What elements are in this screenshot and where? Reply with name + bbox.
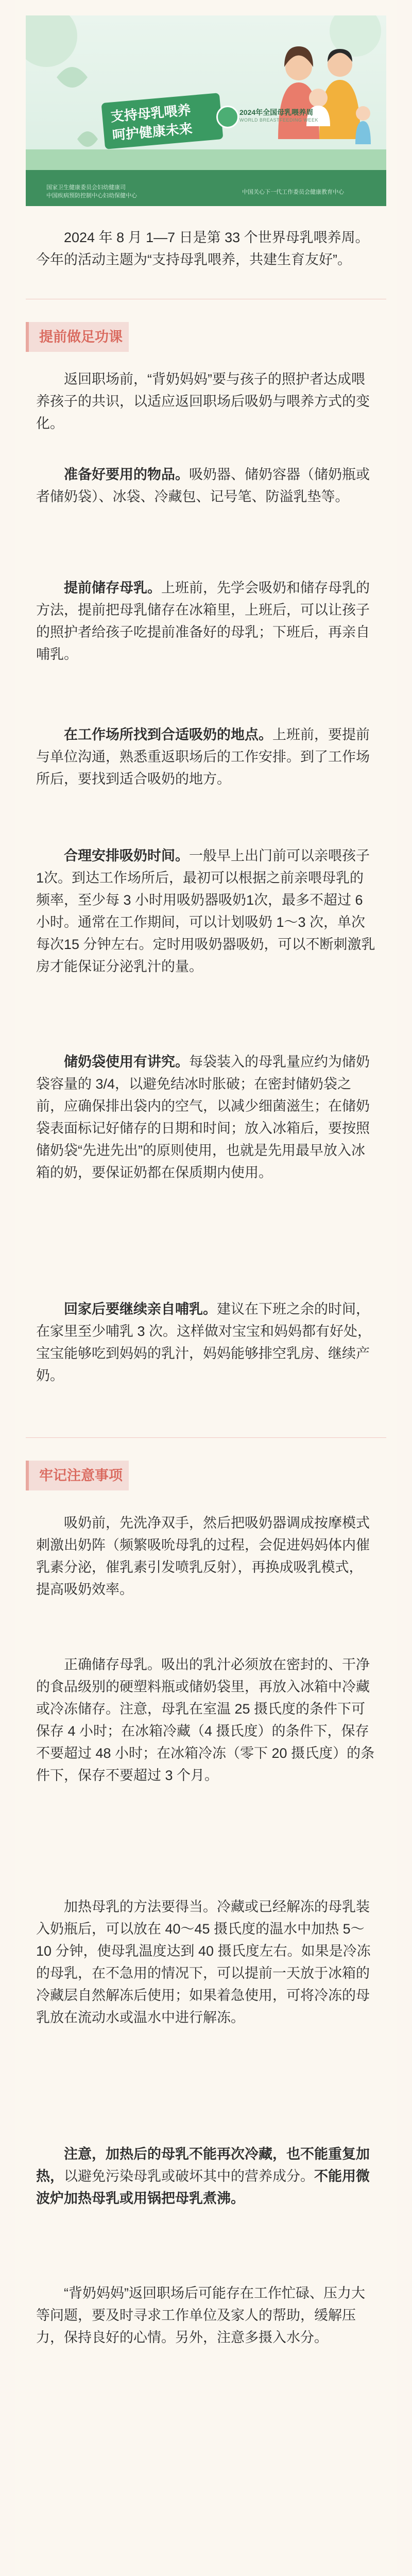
banner-title-line1: 支持母乳喂养 [110,102,192,125]
family-illustration [258,36,381,149]
intro-paragraph: 2024 年 8 月 1—7 日是第 33 个世界母乳喂养周。今年的活动主题为“支持母乳喂养，共建生育友好”。 [36,230,369,267]
section1-paragraph5 [36,845,376,978]
paragraph3-bold: 提前储存母乳。 [64,580,161,596]
banner-footer-right: 中国关心下一代工作委员会健康教育中心 [242,189,344,195]
event-subtitle: WORLD BREASTFEEDING WEEK [239,117,319,123]
event-name: 2024年全国母乳喂养周 [239,108,314,116]
section1-paragraph7 [36,1298,376,1387]
section2-paragraph2: 正确储存母乳。吸出的乳汁必须放在密封的、干净的食品级别的硬塑料瓶或储奶袋里，再放入冰箱中冷藏或冷冻储存。注意，母乳在室温 25 摄氏度的条件下可保存 4 小时；在冰箱冷藏（4 摄氏度）的条件下，保存不要超过 48 小时；在冰箱冷冻（零下 20 摄氏度）的条件下，保存不要超过 3 个月。 [36,1657,375,1783]
section2-paragraph5: “背奶妈妈”返回职场后可能存在工作忙碌、压力大等问题，要及时寻求工作单位及家人的帮助，缓解压力，保持良好的心情。另外，注意多摄入水分。 [36,2285,365,2345]
paragraph2-text: 吸奶器、储奶容器（储奶瓶或者储奶袋）、冰袋、冷藏包、记号笔、防溢乳垫等。 [36,467,370,504]
event-logo-icon [216,106,239,128]
section1-heading: 提前做足功课 [26,322,129,352]
paragraph4-bold: 在工作场所找到合适吸奶的地点。 [64,727,272,742]
paragraph6-bold: 储奶袋使用有讲究。 [64,1054,189,1070]
paragraph3-text: 上班前，先学会吸奶和储存母乳的方法，提前把母乳储存在冰箱里，上班后，可以让孩子的照护者给孩子吃提前准备好的母乳；下班后，再亲自哺乳。 [36,580,370,662]
section1-paragraph1: 返回职场前，“背奶妈妈”要与孩子的照护者达成喂养孩子的共识，以适应返回职场后吸奶与喂养方式的变化。 [36,371,370,431]
paragraph6-text: 每袋装入的母乳量应约为储奶袋容量的 3/4，以避免结冰时胀破；在密封储奶袋之前，应确保排出袋内的空气，以减少细菌滋生；在储奶袋表面标记好储存的日期和时间；放入冰箱后，要按照储奶袋“先进先出”的原则使用，也就是先用最早放入冰箱的奶，要保证奶都在保质期内使用。 [36,1054,370,1180]
paragraph5-text: 一般早上出门前可以亲喂孩子1次。到达工作场所后，最初可以根据之前亲喂母乳的频率，至少每 3 小时用吸奶器吸奶1次，最多不超过 6 小时。通常在工作期间，可以计划吸奶 1～3 次，单次每次15 分钟左右。定时用吸奶器吸奶，可以不断刺激乳房才能保证分泌乳汁的量。 [36,848,375,974]
section1-paragraph2 [36,464,376,508]
paragraph4-bold-warning: 注意，加热后的母乳不能再次冷藏，也不能重复加热， [36,2146,370,2184]
paragraph4-text: 上班前，要提前与单位沟通，熟悉重返职场后的工作安排。到了工作场所后，要找到适合吸奶的地方。 [36,727,370,787]
paragraph4-bold-warning2: 不能用微波炉加热母乳或用锅把母乳煮沸。 [36,2168,370,2206]
paragraph2-bold: 准备好要用的物品。 [64,467,189,482]
section1-paragraph4 [36,724,376,790]
section1-paragraph3 [36,577,376,666]
banner-footer-left [46,183,252,200]
section2-paragraph3: 加热母乳的方法要得当。冷藏或已经解冻的母乳装入奶瓶后，可以放在 40～45 摄氏度的温水中加热 5～10 分钟，使母乳温度达到 40 摄氏度左右。如果是冷冻的母乳，在不急用的情况下，可以提前一天放于冰箱的冷藏层自然解冻后使用；如果着急使用，可将冷冻的母乳放在流动水或温水中进行解冻。 [36,1899,371,2025]
paragraph7-text: 建议在下班之余的时间，在家里至少哺乳 3 次。这样做对宝宝和妈妈都有好处，宝宝能够吃到妈妈的乳汁，妈妈能够排空乳房、继续产奶。 [36,1301,372,1383]
section-divider [26,1437,386,1438]
section2-paragraph1: 吸奶前，先洗净双手，然后把吸奶器调成按摩模式刺激出奶阵（频繁吸吮母乳的过程，会促进妈妈体内催乳素分泌，催乳素引发喷乳反射），再换成吸乳模式，提高吸奶效率。 [36,1515,370,1597]
paragraph5-bold: 合理安排吸奶时间。 [64,848,189,863]
banner-footer-left-line1: 国家卫生健康委员会妇幼健康司 [46,184,126,191]
banner-image [26,15,386,206]
paragraph7-bold: 回家后要继续亲自哺乳。 [64,1301,217,1317]
banner-footer-left-line2: 中国疾病预防控制中心妇幼保健中心 [46,193,137,199]
section2-heading: 牢记注意事项 [26,1461,129,1490]
section1-paragraph6 [36,1051,376,1184]
section2-paragraph4 [36,2143,376,2210]
paragraph4-text: 以避免污染母乳或破坏其中的营养成分。 [64,2168,314,2184]
banner-title-line2: 呵护健康未来 [111,121,193,143]
